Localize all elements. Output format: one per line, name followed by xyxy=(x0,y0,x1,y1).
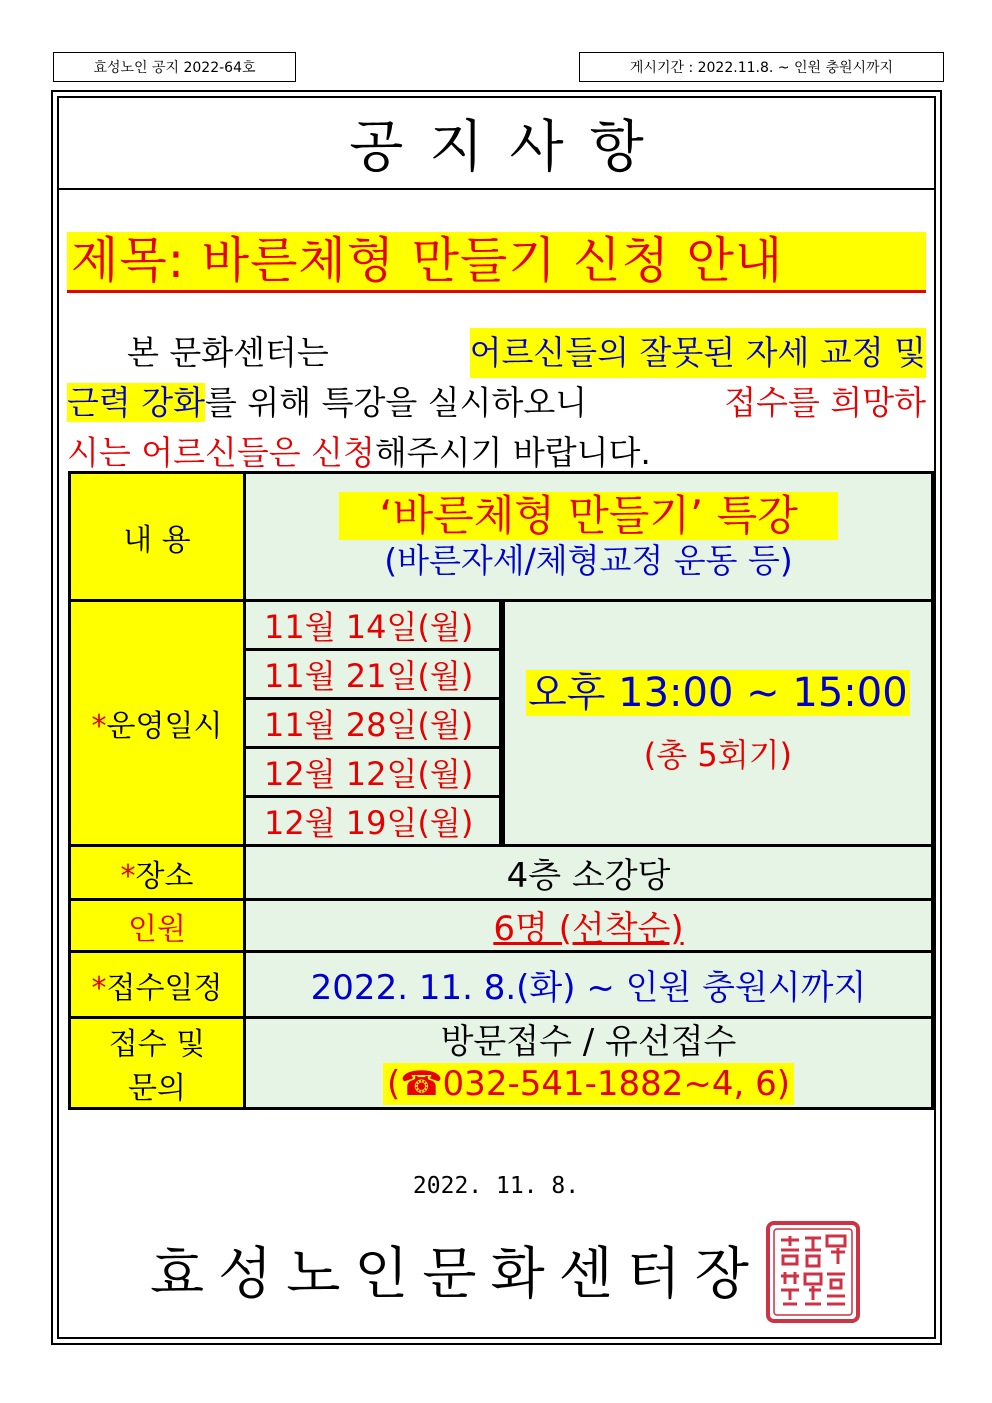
content-cell xyxy=(245,473,933,601)
session-count: (총 5회기) xyxy=(643,736,793,774)
notice-inner-frame xyxy=(57,96,936,1339)
people-value: 6명 (선착순) xyxy=(493,909,684,949)
table-row-content xyxy=(70,473,933,601)
signature: 효성노인문화센터장 xyxy=(150,1242,763,1307)
date-4: 12월 12일(월) xyxy=(245,748,502,797)
official-seal-icon xyxy=(765,1220,861,1324)
place-label: *장소 xyxy=(70,846,245,900)
info-table xyxy=(68,471,934,1110)
body-line-1 xyxy=(67,328,926,378)
notice-frame xyxy=(51,90,942,1345)
body-text-1: 본 문화센터는 xyxy=(127,333,329,372)
notice-date: 2022. 11. 8. xyxy=(412,1173,580,1199)
schedule-label: *운영일시 xyxy=(70,601,245,846)
posting-period: 게시기간 : 2022.11.8. ~ 인원 충원시까지 xyxy=(579,52,944,82)
body-highlight-1: 어르신들의 잘못된 자세 교정 및 xyxy=(470,328,926,378)
table-row-contact xyxy=(70,1018,933,1109)
contact-cell xyxy=(245,1018,933,1109)
document-number: 효성노인 공지 2022-64호 xyxy=(53,52,296,82)
reception-label: *접수일정 xyxy=(70,952,245,1018)
content-sub: (바른자세/체형교정 운동 등) xyxy=(384,540,793,580)
page-title: 공지사항 xyxy=(59,98,934,190)
place-value: 4층 소강당 xyxy=(245,846,933,900)
body-red-2: 시는 어르신들은 신청 xyxy=(67,433,375,472)
time-range: 오후 13:00 ~ 15:00 xyxy=(528,670,908,716)
body-red-1: 접수를 희망하 xyxy=(724,383,926,422)
contact-method: 방문접수 / 유선접수 xyxy=(440,1022,737,1062)
body-text-3: 해주시기 바랍니다. xyxy=(374,433,651,472)
subject-line xyxy=(67,232,926,293)
subject-text: 제목: 바른체형 만들기 신청 안내 xyxy=(67,232,926,290)
table-row-place xyxy=(70,846,933,900)
contact-label: 접수 및 문의 xyxy=(70,1018,245,1109)
table-row xyxy=(70,601,933,650)
date-5: 12월 19일(월) xyxy=(245,797,502,846)
notice-body xyxy=(67,328,926,478)
people-cell xyxy=(245,900,933,952)
table-row-people xyxy=(70,900,933,952)
date-3: 11월 28일(월) xyxy=(245,699,502,748)
table-row-reception xyxy=(70,952,933,1018)
contact-phone: (☎032-541-1882~4, 6) xyxy=(383,1063,794,1105)
content-title: ‘바른체형 만들기’ 특강 xyxy=(339,492,838,540)
body-line-2 xyxy=(67,378,926,428)
time-cell xyxy=(502,601,933,846)
date-1: 11월 14일(월) xyxy=(245,601,502,650)
content-label: 내 용 xyxy=(70,473,245,601)
body-highlight-2: 근력 강화 xyxy=(67,383,206,422)
reception-value: 2022. 11. 8.(화) ~ 인원 충원시까지 xyxy=(245,952,933,1018)
people-label: 인원 xyxy=(70,900,245,952)
date-2: 11월 21일(월) xyxy=(245,650,502,699)
body-text-2: 를 위해 특강을 실시하오니 xyxy=(205,383,588,422)
